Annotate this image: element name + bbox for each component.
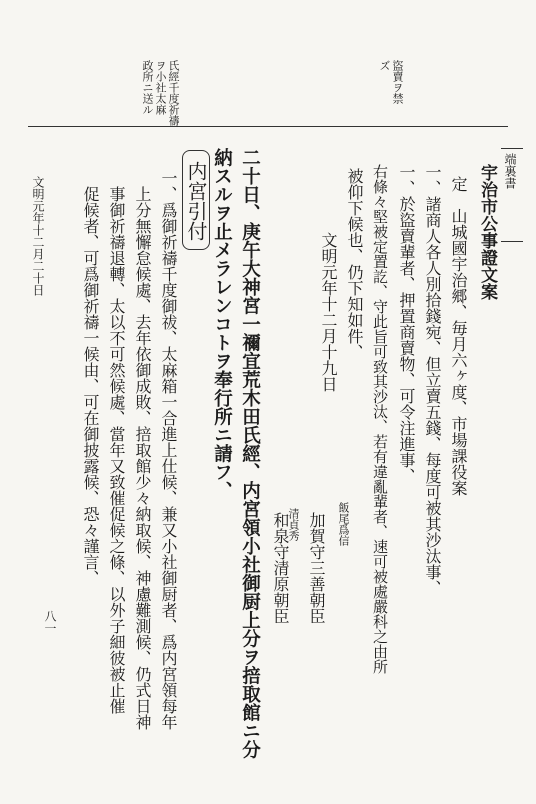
signer2-note: 清貞秀: [287, 508, 300, 541]
doc1-line4: 右條々堅被定置訖、守此旨可致其沙汰、若有違亂輩者、速可被處嚴科之由所: [371, 164, 389, 674]
marginal-note-left-2: ヲ小社太麻: [154, 60, 167, 115]
doc1-line1: 定 山城國宇治郷、毎月六ヶ度、市場課役案: [449, 176, 468, 496]
bracket-label-box: [501, 148, 523, 242]
entry-line1: 二十日、庚午大神宮一禰宜荒木田氏經、内宮領小社御厨上分ヲ掊取館ニ分: [239, 148, 261, 759]
page-number: 八一: [43, 610, 57, 634]
header-rule: [28, 126, 508, 127]
doc1-line5: 被仰下候也、仍下知如件、: [345, 168, 364, 360]
entry-line2: 納スルヲ止メラレンコトヲ奉行所ニ請フ、: [211, 148, 233, 500]
doc2-line2: 上分無懈怠候處、去年依御成敗、掊取館少々納取候、神慮難測候、仍式日神: [133, 186, 152, 730]
section-label: 内宮引付: [184, 161, 208, 241]
doc2-line4: 促候者、可爲御祈禱一候由、可在御披露候、恐々謹言、: [81, 186, 100, 586]
running-date: 文明元年十二月二十日: [31, 176, 45, 296]
marginal-note-right-1: 盜賣ヲ禁: [391, 60, 404, 104]
signer1-note: 飯尾爲信: [337, 502, 350, 546]
section-label-box: [182, 150, 210, 250]
doc2-line1: 一、爲御祈禱千度御祓、太麻箱一合進上仕候、兼又小社御厨者、爲内宮領每年: [159, 170, 178, 730]
marginal-note-left-3: 政所ニ送ル: [141, 60, 154, 115]
signer2-name: 和泉守清原朝臣: [271, 512, 290, 624]
doc1-line2: 一、諸商人各人別拾錢宛、但立賣五錢、每度可被其沙汰事、: [423, 164, 442, 596]
signer1-name: 加賀守三善朝臣: [307, 512, 326, 624]
bracket-label: 端裏書: [503, 153, 517, 189]
marginal-note-right-2: ズ: [378, 60, 391, 71]
doc1-date: 文明元年十二月十九日: [319, 232, 338, 392]
doc2-line3: 事御祈禱退轉、太以不可然候處、當年又致催促候之條、以外子細彼被止催: [107, 186, 126, 714]
doc1-line3: 一、於盜賣輩者、押置商賣物、可令注進事、: [397, 164, 416, 484]
doc1-title: 宇治市公事證文案: [477, 164, 497, 300]
marginal-note-left-1: 氏經千度祈禱: [167, 60, 180, 126]
